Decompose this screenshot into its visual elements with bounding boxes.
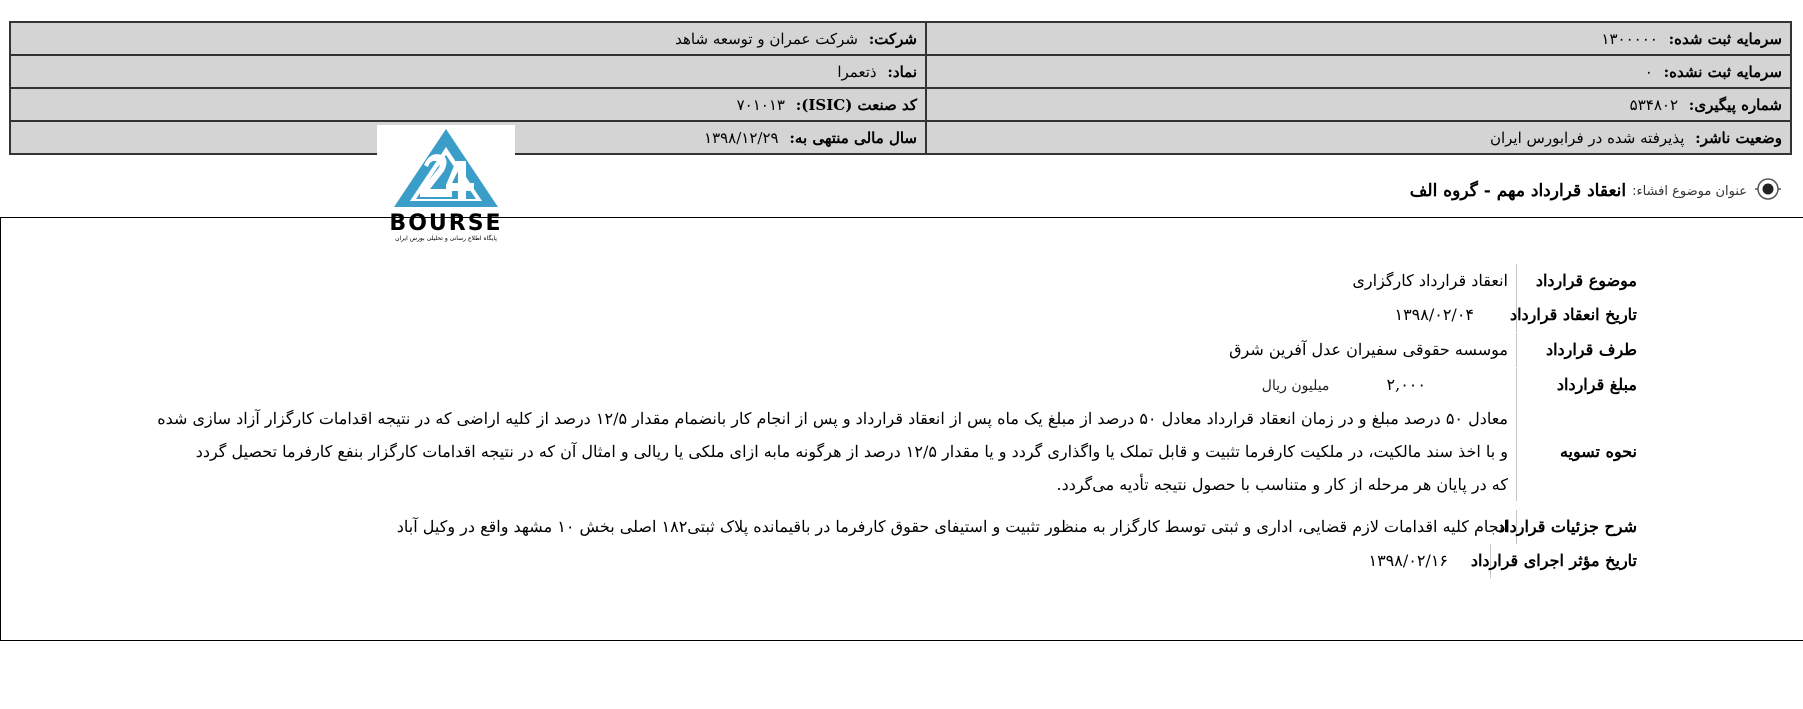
target-bullet-icon: [1755, 176, 1781, 206]
description-label: شرح جزئیات قرارداد: [1516, 510, 1637, 544]
settlement-label: نحوه تسویه: [1516, 402, 1637, 501]
settlement-line-2: و با اخذ سند مالکیت، در ملکیت کارفرما تثبیت و قابل تملک یا واگذاری گردد و یا مقدار ۱۲/۵ درصد از هرگونه مابه ازای ملکی یا ریالی و امثال آن که در نتیجه اقدامات کارگزار بنفع کارفرما تحصیل گردد: [195, 442, 1508, 461]
publisher-status-label: وضعیت ناشر:: [1695, 128, 1782, 147]
amount-label: مبلغ قرارداد: [1516, 368, 1637, 403]
unregistered-capital-cell: [926, 55, 1791, 88]
fiscal-year-label: سال مالی منتهی به:: [789, 128, 917, 147]
detail-row-topic: [1352, 264, 1637, 298]
amount-unit: میلیون ریال: [1261, 378, 1330, 394]
settlement-value: [157, 402, 1516, 501]
tracking-number-cell: [926, 88, 1791, 121]
contract-details-panel: [0, 217, 1803, 641]
party-value: موسسه حقوقی سفیران عدل آفرین شرق: [1229, 340, 1508, 359]
registered-capital-label: سرمایه ثبت شده:: [1668, 29, 1782, 48]
subject-label: عنوان موضوع افشاء:: [1632, 183, 1747, 199]
tracking-number-label: شماره پیگیری:: [1688, 95, 1782, 114]
detail-row-description: [397, 510, 1637, 544]
bourse-logo-icon: [386, 125, 506, 211]
unregistered-capital-value: ۰: [1644, 62, 1653, 81]
settlement-line-1: معادل ۵۰ درصد مبلغ و در زمان انعقاد قرارداد معادل ۵۰ درصد از مبلغ یک ماه پس از انعقاد قرارداد و پس از انجام کار بانضمام مقدار ۱۲/۵ درصد از کلیه اراضی که در نتیجه اقدامات کارگزار آزاد سازی شده: [157, 409, 1508, 428]
subject-value: انعقاد قرارداد مهم - گروه الف: [1409, 181, 1627, 201]
disclosure-subject: [1410, 176, 1781, 206]
symbol-cell: [10, 55, 926, 88]
topic-label: موضوع قرارداد: [1516, 264, 1637, 298]
effective-date-value: ۱۳۹۸/۰۲/۱۶: [1368, 551, 1448, 570]
party-label: طرف قرارداد: [1516, 333, 1637, 367]
isic-cell: [10, 88, 926, 121]
detail-row-effective-date: [1368, 544, 1637, 578]
publisher-status-value: پذیرفته شده در فرابورس ایران: [1489, 128, 1685, 147]
publisher-status-cell: [926, 121, 1791, 154]
company-value: شرکت عمران و توسعه شاهد: [675, 29, 858, 48]
settlement-line-3: که در پایان هر مرحله از کار و متناسب با حصول نتیجه تأدیه می‌گردد.: [1056, 475, 1508, 494]
company-info-table: [9, 21, 1792, 155]
registered-capital-value: ۱۳۰۰۰۰۰: [1601, 29, 1658, 48]
company-cell: [10, 22, 926, 55]
amount-cell: [1262, 368, 1516, 403]
amount-value: ۲,۰۰۰: [1386, 375, 1426, 394]
fiscal-year-value: ۱۳۹۸/۱۲/۲۹: [704, 128, 779, 147]
isic-value: ۷۰۱۰۱۳: [736, 95, 785, 114]
description-value: انجام کلیه اقدامات لازم قضایی، اداری و ثبتی توسط کارگزار به منظور تثبیت و استیفای حقوق کارفرما در باقیمانده پلاک ثبتی۱۸۲ اصلی بخش ۱۰ مشهد واقع در وکیل آباد: [396, 517, 1508, 536]
detail-row-party: [1229, 333, 1637, 367]
symbol-label: نماد:: [887, 62, 917, 81]
date-label: تاریخ انعقاد قرارداد: [1516, 298, 1637, 332]
unregistered-capital-label: سرمایه ثبت نشده:: [1663, 62, 1782, 81]
detail-row-amount: [1262, 368, 1637, 403]
logo-text: BOURSE: [389, 211, 503, 236]
isic-label: کد صنعت (ISIC):: [795, 95, 917, 114]
symbol-value: ذتعمرا: [837, 62, 877, 81]
tracking-number-value: ۵۳۴۸۰۲: [1629, 95, 1679, 114]
detail-row-date: [1394, 298, 1637, 332]
topic-value: انعقاد قرارداد کارگزاری: [1352, 271, 1508, 290]
detail-row-settlement: [157, 402, 1637, 501]
date-value: ۱۳۹۸/۰۲/۰۴: [1394, 305, 1474, 324]
registered-capital-cell: [926, 22, 1791, 55]
company-label: شرکت:: [868, 29, 917, 48]
logo-subtitle: پایگاه اطلاع رسانی و تحلیلی بورس ایران: [395, 235, 497, 242]
effective-date-label: تاریخ مؤثر اجرای قرارداد: [1490, 544, 1637, 578]
